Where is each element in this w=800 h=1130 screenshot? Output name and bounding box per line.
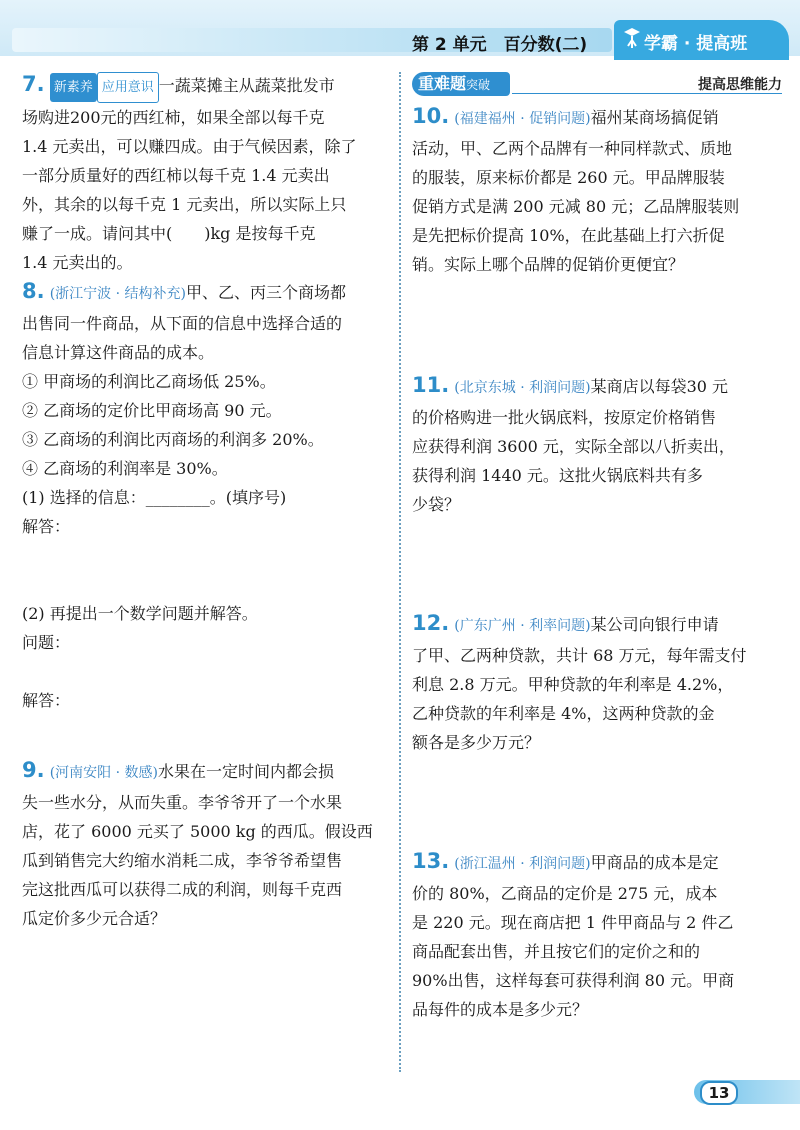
question-tag: (浙江宁波 · 结构补充) bbox=[49, 286, 186, 302]
question-text: 了甲、乙两种贷款，共计 68 万元，每年需支付 bbox=[412, 646, 747, 665]
question-text: 商品配套出售，并且按它们的定价之和的 bbox=[412, 942, 701, 961]
question-text: 赚了一成。请问其中( )kg 是按每千克 bbox=[22, 224, 316, 243]
answer-space[interactable] bbox=[412, 279, 782, 371]
question-12 bbox=[412, 609, 782, 757]
question-text: 销。实际上哪个品牌的促销价更便宜？ bbox=[412, 255, 685, 274]
question-tag: (广东广州 · 利率问题) bbox=[454, 618, 591, 634]
question-text: 店，花了 6000 元买了 5000 kg 的西瓜。假设西 bbox=[22, 822, 373, 841]
question-text: 甲商品的成本是定 bbox=[590, 853, 719, 872]
question-text: 价的 80%，乙商品的定价是 275 元，成本 bbox=[412, 884, 718, 903]
question-number: 9. bbox=[22, 758, 45, 782]
sub-question-2: (2) 再提出一个数学问题并解答。 bbox=[22, 604, 258, 623]
question-text: 水果在一定时间内都会损 bbox=[157, 762, 334, 781]
question-text: 乙种贷款的年利率是 4%，这两种贷款的金 bbox=[412, 704, 715, 723]
question-text: 完这批西瓜可以获得二成的利润，则每千克西 bbox=[22, 880, 343, 899]
section-title-small: 突破 bbox=[466, 78, 491, 92]
question-text: 失一些水分，从而失重。李爷爷开了一个水果 bbox=[22, 793, 343, 812]
info-item: ③ 乙商场的利润比丙商场的利润多 20%。 bbox=[22, 430, 324, 449]
brand-label: 学霸 · 提高班 bbox=[644, 34, 748, 54]
question-text: 活动，甲、乙两个品牌有一种同样款式、质地 bbox=[412, 139, 733, 158]
answer-space[interactable] bbox=[22, 541, 392, 599]
question-text: 促销方式是满 200 元减 80 元；乙品牌服装则 bbox=[412, 197, 740, 216]
question-number: 12. bbox=[412, 611, 450, 635]
info-item: ② 乙商场的定价比甲商场高 90 元。 bbox=[22, 401, 282, 420]
unit-title: 第 2 单元 百分数(二) bbox=[412, 35, 588, 55]
question-text: 瓜定价多少元合适？ bbox=[22, 909, 167, 928]
question-text: 少袋？ bbox=[412, 495, 461, 514]
question-number: 10. bbox=[412, 104, 450, 128]
info-item: ① 甲商场的利润比乙商场低 25%。 bbox=[22, 372, 276, 391]
answer-label: 解答： bbox=[22, 517, 71, 536]
graduation-cap-icon bbox=[622, 26, 642, 50]
question-11 bbox=[412, 371, 782, 519]
section-subtitle: 提高思维能力 bbox=[698, 77, 782, 93]
question-tag: (浙江温州 · 利润问题) bbox=[454, 856, 591, 872]
question-text: 瓜到销售完大约缩水消耗二成，李爷爷希望售 bbox=[22, 851, 343, 870]
question-text: 1.4 元卖出，可以赚四成。由于气候因素，除了 bbox=[22, 137, 357, 156]
question-text: 信息计算这件商品的成本。 bbox=[22, 343, 215, 362]
question-text: 是先把标价提高 10%，在此基础上打六折促 bbox=[412, 226, 725, 245]
question-number: 13. bbox=[412, 849, 450, 873]
question-text: 一部分质量好的西红柿以每千克 1.4 元卖出 bbox=[22, 166, 330, 185]
question-text: 场购进200元的西红柿，如果全部以每千克 bbox=[22, 108, 325, 127]
question-8 bbox=[22, 277, 392, 756]
question-text: 应获得利润 3600 元，实际全部以八折卖出， bbox=[412, 437, 735, 456]
question-text: 某商店以每袋30 元 bbox=[590, 377, 729, 396]
question-text: 获得利润 1440 元。这批火锅底料共有多 bbox=[412, 466, 703, 485]
question-text: 的价格购进一批火锅底料，按原定价格销售 bbox=[412, 408, 717, 427]
question-number: 8. bbox=[22, 279, 45, 303]
question-text: 是 220 元。现在商店把 1 件甲商品与 2 件乙 bbox=[412, 913, 734, 932]
question-text: 的服装，原来标价都是 260 元。甲品牌服装 bbox=[412, 168, 725, 187]
right-column bbox=[412, 72, 782, 1024]
question-label: 问题： bbox=[22, 633, 71, 652]
question-13 bbox=[412, 847, 782, 1024]
badge-application: 应用意识 bbox=[97, 72, 159, 103]
section-header bbox=[412, 72, 782, 98]
question-text: 福州某商场搞促销 bbox=[590, 108, 719, 127]
question-text: 出售同一件商品，从下面的信息中选择合适的 bbox=[22, 314, 343, 333]
question-text: 一蔬菜摊主从蔬菜批发市 bbox=[158, 76, 335, 95]
question-9 bbox=[22, 756, 392, 933]
question-text: 品每件的成本是多少元？ bbox=[412, 1000, 589, 1019]
answer-label: 解答： bbox=[22, 691, 71, 710]
question-tag: (河南安阳 · 数感) bbox=[49, 765, 158, 781]
question-tag: (北京东城 · 利润问题) bbox=[454, 380, 591, 396]
answer-space[interactable] bbox=[412, 519, 782, 609]
question-text: 甲、乙、丙三个商场都 bbox=[185, 283, 346, 302]
section-title: 重难题 bbox=[418, 74, 467, 93]
answer-space[interactable] bbox=[22, 715, 392, 756]
question-text: 90%出售，这样每套可获得利润 80 元。甲商 bbox=[412, 971, 735, 990]
question-text: 外，其余的以每千克 1 元卖出，所以实际上只 bbox=[22, 195, 347, 214]
badge-new-literacy: 新素养 bbox=[50, 73, 97, 102]
answer-space[interactable] bbox=[412, 757, 782, 847]
question-number: 11. bbox=[412, 373, 450, 397]
question-7 bbox=[22, 70, 392, 277]
question-tag: (福建福州 · 促销问题) bbox=[454, 111, 591, 127]
page-number: 13 bbox=[700, 1081, 738, 1105]
question-text: 某公司向银行申请 bbox=[590, 615, 719, 634]
column-divider bbox=[399, 72, 401, 1072]
question-text: 额各是多少万元？ bbox=[412, 733, 541, 752]
left-column bbox=[22, 70, 392, 933]
question-number: 7. bbox=[22, 72, 45, 96]
info-item: ④ 乙商场的利润率是 30%。 bbox=[22, 459, 228, 478]
question-text: 利息 2.8 万元。甲种贷款的年利率是 4.2%， bbox=[412, 675, 734, 694]
answer-space[interactable] bbox=[22, 657, 392, 686]
question-text: 1.4 元卖出的。 bbox=[22, 253, 133, 272]
sub-question-1: (1) 选择的信息：________。(填序号) bbox=[22, 488, 287, 507]
section-badge bbox=[412, 72, 510, 96]
question-10 bbox=[412, 102, 782, 279]
